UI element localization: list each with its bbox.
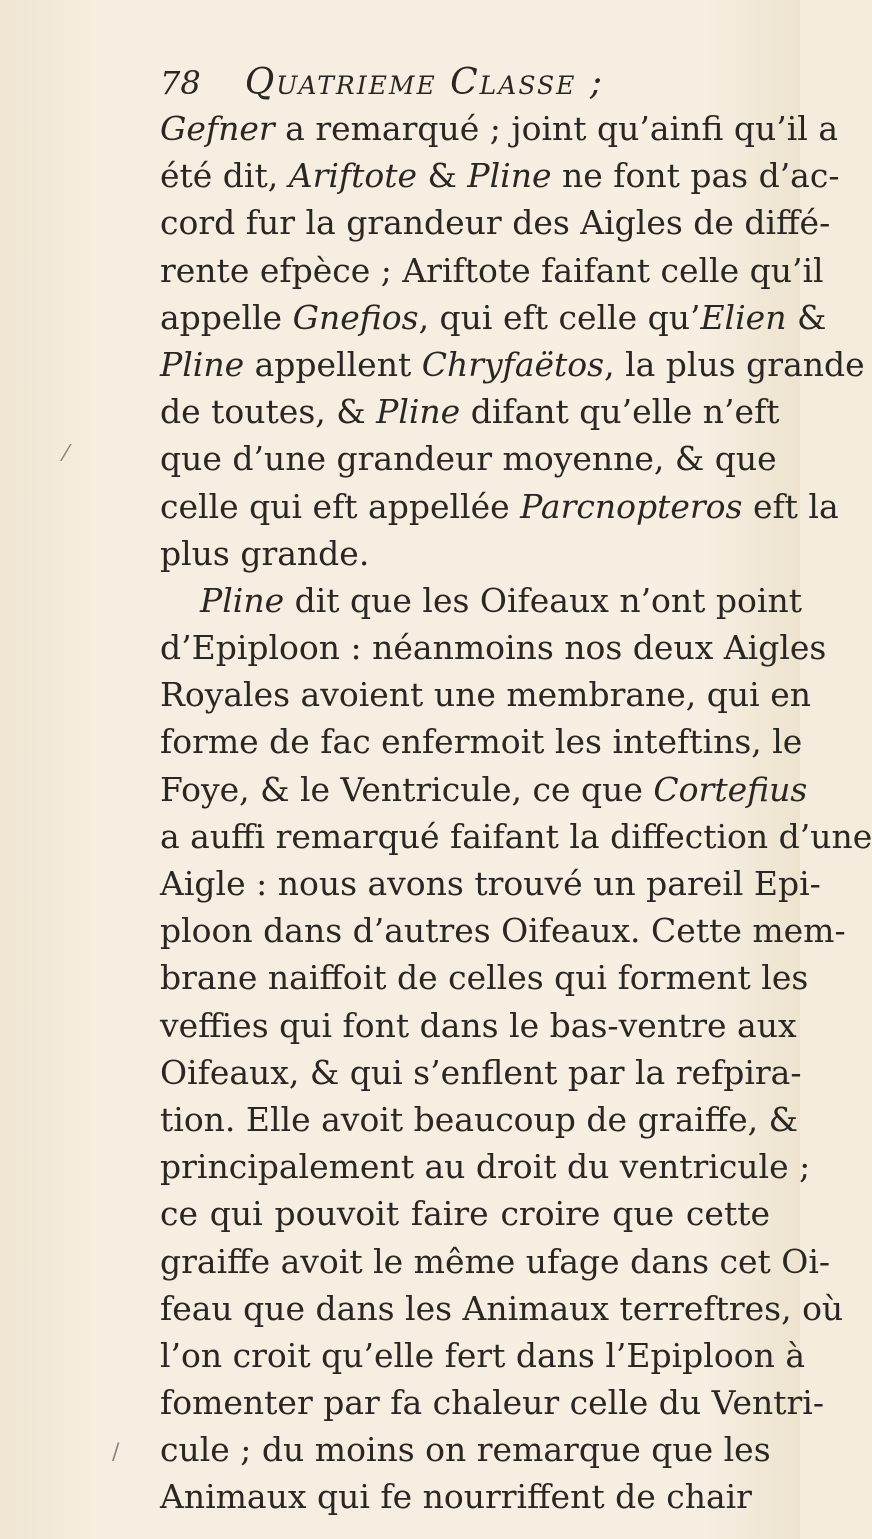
text-line xyxy=(160,577,802,624)
text-run: fomenter par fa chaleur celle du Ventri- xyxy=(160,1383,824,1423)
text-line xyxy=(160,199,831,246)
text-line xyxy=(160,483,839,530)
text-run: & xyxy=(786,297,827,337)
text-line xyxy=(160,860,821,907)
text-line xyxy=(160,624,827,671)
text-line xyxy=(160,1238,831,1285)
text-run: appellent xyxy=(244,344,422,384)
text-line xyxy=(160,766,808,813)
text-run: cord fur la grandeur des Aigles de diffé- xyxy=(160,203,831,243)
text-run: ce qui pouvoit faire croire que cette xyxy=(160,1194,770,1234)
text-line xyxy=(160,718,803,765)
text-run: veffies qui font dans le bas-ventre aux xyxy=(160,1005,797,1045)
margin-stroke-mark: ⁄ xyxy=(64,442,68,467)
text-run: feau que dans les Animaux terreftres, où xyxy=(160,1288,844,1328)
text-run: a auffi remarqué faifant la diffection d’une xyxy=(160,816,872,856)
italic-text: Pline xyxy=(160,344,245,384)
text-line xyxy=(160,1426,770,1473)
text-line xyxy=(160,1002,797,1049)
text-run: de toutes, & xyxy=(160,392,377,432)
margin-stroke-mark: / xyxy=(112,1440,120,1465)
text-run: Aigle : nous avons trouvé un pareil Epi- xyxy=(160,864,821,903)
text-run: , la plus grande xyxy=(604,344,865,384)
italic-text: Pline xyxy=(200,580,285,620)
text-line xyxy=(160,530,770,577)
text-run: Animaux qui fe nourriffent de chair xyxy=(160,1477,752,1517)
text-line xyxy=(160,1096,799,1143)
text-line xyxy=(160,1285,844,1332)
text-run: eft la xyxy=(742,486,839,526)
italic-text: Gefner xyxy=(160,109,275,148)
text-run: tion. Elle avoit beaucoup de graiffe, & xyxy=(160,1099,799,1139)
text-line xyxy=(160,954,809,1001)
text-run: l’on croit qu’elle fert dans l’Epiploon à xyxy=(160,1335,805,1375)
italic-text: Pline xyxy=(467,156,552,196)
text-line xyxy=(160,105,839,152)
text-line xyxy=(160,1190,770,1237)
text-run: d’Epiploon : néanmoins nos deux Aigles xyxy=(160,628,827,668)
text-run: brane naiffoit de celles qui forment les xyxy=(160,958,809,998)
page-header xyxy=(160,62,780,106)
text-run: ploon dans d’autres Oifeaux. Cette mem- xyxy=(160,911,846,951)
text-run: difant qu’elle n’eft xyxy=(460,392,780,432)
italic-text: Parcnopteros xyxy=(520,486,743,526)
text-run: été dit, xyxy=(160,156,289,196)
text-line xyxy=(160,247,824,294)
page-number: 78 xyxy=(160,64,201,102)
text-line xyxy=(160,907,846,954)
paragraph xyxy=(160,105,865,577)
text-line xyxy=(160,294,827,341)
text-run: plus grande. xyxy=(160,533,370,573)
text-run: a remarqué ; joint qu’ainfi qu’il a xyxy=(274,109,839,148)
text-line xyxy=(160,152,840,199)
text-line xyxy=(160,671,811,718)
italic-text: Cortefius xyxy=(653,769,808,809)
text-run: Foye, & le Ventricule, ce que xyxy=(160,769,654,809)
text-run: celle qui eft appellée xyxy=(160,486,521,526)
text-line xyxy=(160,1143,811,1190)
paragraph xyxy=(160,577,872,1521)
text-line xyxy=(160,388,780,435)
text-line xyxy=(160,1049,802,1096)
text-run: forme de fac enfermoit les inteftins, le xyxy=(160,722,803,762)
text-run: , qui eft celle qu’ xyxy=(418,297,701,337)
text-run: graiffe avoit le même ufage dans cet Oi- xyxy=(160,1241,831,1281)
italic-text: Gnefios xyxy=(292,297,419,337)
text-line xyxy=(160,435,777,482)
running-title: Quatrieme Classe ; xyxy=(244,62,604,103)
italic-text: Pline xyxy=(376,392,461,432)
text-run: Royales avoient une membrane, qui en xyxy=(160,675,811,715)
text-run: ne font pas d’ac- xyxy=(551,156,840,196)
italic-text: Ariftote xyxy=(288,156,418,196)
text-run: cule ; du moins on remarque que les xyxy=(160,1430,771,1470)
italic-text: Elien xyxy=(700,297,787,337)
body-text xyxy=(160,105,872,1521)
text-line xyxy=(160,813,872,860)
text-run: que d’une grandeur moyenne, & que xyxy=(160,439,777,479)
text-run: dit que les Oifeaux n’ont point xyxy=(284,580,802,620)
text-line xyxy=(160,1332,805,1379)
italic-text: Chryfaëtos xyxy=(421,344,605,384)
text-line xyxy=(160,1473,770,1520)
text-run: rente efpèce ; Ariftote faifant celle qu’il xyxy=(160,250,824,290)
text-line xyxy=(160,341,865,388)
text-run: appelle xyxy=(160,297,293,337)
text-run: Oifeaux, & qui s’enflent par la refpira- xyxy=(160,1052,802,1092)
text-run: & xyxy=(417,156,468,196)
text-run: principalement au droit du ventricule ; xyxy=(160,1147,811,1187)
text-line xyxy=(160,1379,824,1426)
